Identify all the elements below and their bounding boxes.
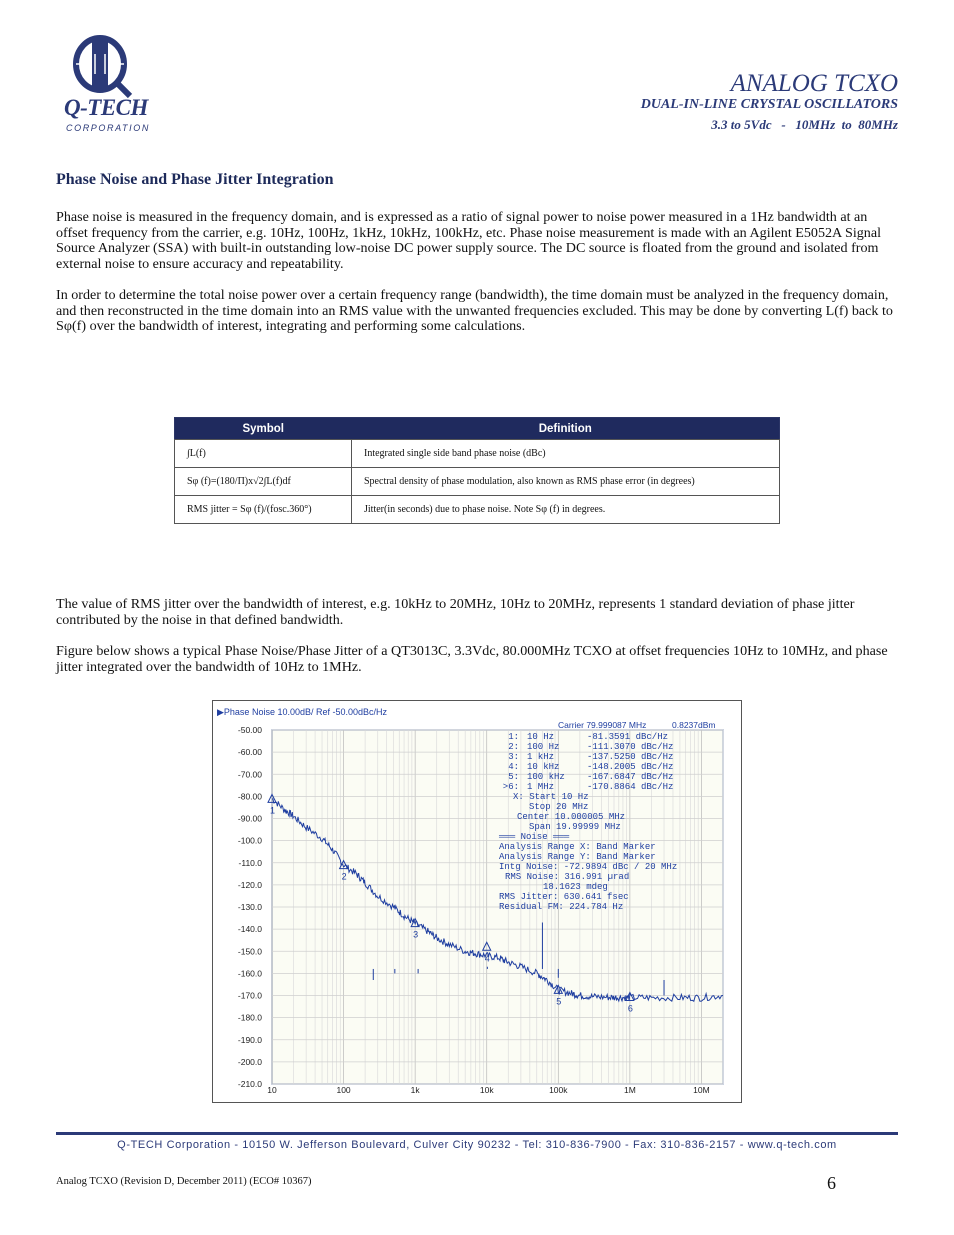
x-tick-label: 100k [549,1085,568,1095]
table-cell-symbol: RMS jitter = Sφ (f)/(fosc.360°) [175,496,352,524]
x-tick-label: 1k [410,1085,420,1095]
marker-value: -148.2005 dBc/Hz [587,762,674,772]
phase-noise-chart [212,700,742,1103]
y-tick-label: -200.0 [237,1056,262,1067]
phase-noise-plot [213,701,741,1102]
analysis-annotation: 18.1623 mdeg [543,882,608,892]
table-row [175,496,780,524]
product-subtitle: DUAL-IN-LINE CRYSTAL OSCILLATORS [640,97,898,112]
analysis-annotation: Span 19.99999 MHz [529,822,621,832]
paragraph-figure-description: Figure below shows a typical Phase Noise/Phase Jitter of a QT3013C, 3.3Vdc, 80.000MHz TCXO at offset frequencies 10Hz to 10MHz, and phase jitter integrated over the bandwidth of 10Hz to 1MHz. [56,643,888,675]
marker-label: 2 [341,871,347,882]
y-tick-label: -170.0 [237,990,262,1001]
brand-name: Q-TECH [64,95,148,120]
y-tick-label: -150.0 [237,946,262,957]
analysis-annotation: Intg Noise: -72.9894 dBc / 20 MHz [499,862,678,872]
x-tick-label: 100 [336,1085,351,1095]
marker-value: -167.6847 dBc/Hz [587,772,674,782]
y-tick-label: -70.00 [237,769,262,780]
marker-frequency: 100 Hz [527,742,560,752]
page-number: 6 [827,1173,836,1193]
marker-value: -137.5250 dBc/Hz [587,752,674,762]
analysis-annotation: Residual FM: 224.784 Hz [499,902,624,912]
marker-index: >6: [502,782,519,792]
analysis-annotation: X: Start 10 Hz [513,792,589,802]
analysis-annotation: Center 10.000005 MHz [517,812,626,822]
marker-index: 4: [508,762,519,772]
marker-value: -111.3070 dBc/Hz [587,742,674,752]
table-cell-symbol: ∫L(f) [175,440,352,468]
analysis-annotation: RMS Jitter: 630.641 fsec [499,892,629,902]
table-cell-definition: Integrated single side band phase noise (dBc) [352,440,780,468]
marker-frequency: 10 Hz [527,732,555,742]
table-header-definition: Definition [352,418,780,440]
brand-corporation: CORPORATION [66,123,150,133]
marker-label: 6 [627,1003,633,1014]
footer-rule [56,1132,898,1135]
y-tick-label: -120.0 [237,879,262,890]
y-tick-label: -140.0 [237,924,262,935]
table-row [175,440,780,468]
y-tick-label: -60.00 [237,747,262,758]
table-row [175,468,780,496]
marker-frequency: 1 kHz [527,752,555,762]
analysis-annotation: Analysis Range Y: Band Marker [499,852,656,862]
y-tick-label: -130.0 [237,902,262,912]
marker-label: 5 [556,996,562,1007]
y-tick-label: -110.0 [238,857,262,868]
paragraph-phase-noise: Phase noise is measured in the frequency domain, and is expressed as a ratio of signal power to noise power measured in a 1Hz bandwidth at an offset frequency from the carrier, e.g. 10Hz, 100Hz, 1kHz, 10kHz, 100kHz, etc. Phase noise measurement is made with an Agilent E5052A Signal Source Analyzer (SSA) with built-in outstanding low-noise DC power supply source. The DC source is floated from the ground and isolated from external noise to ensure accuracy and repeatability. [56,209,881,272]
marker-index: 3: [508,752,519,762]
table-cell-definition: Spectral density of phase modulation, also known as RMS phase error (in degrees) [352,468,780,496]
y-tick-label: -90.00 [237,813,262,824]
x-tick-label: 1M [623,1085,636,1095]
analysis-annotation: Analysis Range X: Band Marker [499,842,656,852]
table-header-row [175,418,780,440]
marker-frequency: 1 MHz [527,782,555,792]
symbol-definition-table [174,417,780,524]
x-tick-label: 10M [693,1085,710,1095]
x-tick-label: 10 [267,1085,277,1095]
table-cell-definition: Jitter(in seconds) due to phase noise. Note Sφ (f) in degrees. [352,496,780,524]
y-tick-label: -50.00 [237,725,262,735]
paragraph-rms-jitter: The value of RMS jitter over the bandwidth of interest, e.g. 10kHz to 20MHz, 10Hz to 20MHz, represents 1 standard deviation of phase jitter contributed by the noise in that defined bandwidth. [56,596,855,628]
section-heading: Phase Noise and Phase Jitter Integration [56,171,334,188]
y-tick-label: -180.0 [237,1012,262,1023]
table-header-symbol: Symbol [175,418,352,440]
revision-note: Analog TCXO (Revision D, December 2011) (ECO# 10367) [56,1176,312,1187]
table-cell-symbol: Sφ (f)=(180/Π)x√2∫L(f)df [175,468,352,496]
analysis-annotation: RMS Noise: 316.991 µrad [505,872,630,882]
marker-label: 4 [484,953,490,964]
paragraph-noise-power: In order to determine the total noise power over a certain frequency range (bandwidth), the time domain must be analyzed in the frequency domain, and then reconstructed in the time domain into an RMS value with the unwanted frequencies excluded. This may be done by converting L(f) back to Sφ(f) over the bandwidth of interest, integrating and performing some calculations. [56,287,893,335]
marker-frequency: 10 kHz [527,762,560,772]
marker-value: -170.8864 dBc/Hz [587,782,674,792]
marker-index: 5: [508,772,519,782]
y-tick-label: -80.00 [237,791,262,802]
product-title: ANALOG TCXO [730,70,898,97]
chart-title: ▶Phase Noise 10.00dB/ Ref -50.00dBc/Hz [217,707,388,717]
carrier-frequency: Carrier 79.999087 MHz [558,720,647,730]
analysis-annotation: ═══ Noise ═══ [499,832,570,842]
marker-index: 2: [508,742,519,752]
marker-frequency: 100 kHz [527,772,565,782]
footer-address: Q-TECH Corporation - 10150 W. Jefferson Boulevard, Culver City 90232 - Tel: 310-836-7900 - Fax: 310-836-2157 - www.q-tech.com [117,1139,837,1151]
analysis-annotation: Stop 20 MHz [529,802,589,812]
y-tick-label: -190.0 [237,1034,262,1045]
marker-label: 1 [270,805,276,816]
product-spec: 3.3 to 5Vdc - 10MHz to 80MHz [711,117,898,132]
carrier-level: 0.8237dBm [672,720,716,730]
y-tick-label: -100.0 [237,835,262,846]
marker-label: 3 [413,929,419,940]
x-tick-label: 10k [479,1085,494,1095]
y-tick-label: -210.0 [237,1079,262,1089]
marker-value: -81.3591 dBc/Hz [587,732,669,742]
y-tick-label: -160.0 [237,968,262,979]
marker-index: 1: [508,732,519,742]
